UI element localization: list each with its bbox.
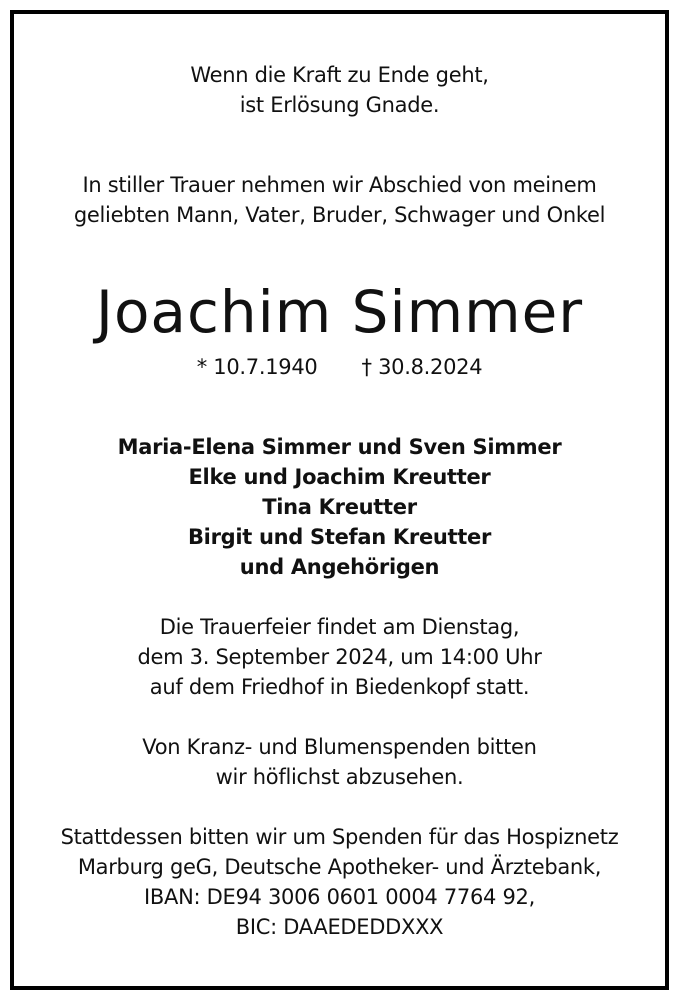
flowers-line: wir höflichst abzusehen. xyxy=(215,765,464,789)
mourner-line: Maria-Elena Simmer und Sven Simmer xyxy=(117,435,562,459)
service-line: auf dem Friedhof in Biedenkopf statt. xyxy=(149,675,530,699)
intro-line: geliebten Mann, Vater, Bruder, Schwager und Onkel xyxy=(73,203,606,227)
mourner-line: Tina Kreutter xyxy=(262,495,417,519)
mourner-line: und Angehörigen xyxy=(239,555,440,579)
motto-quote xyxy=(14,60,665,120)
death-date: † 30.8.2024 xyxy=(361,355,483,379)
flowers-line: Von Kranz- und Blumenspenden bitten xyxy=(142,735,537,759)
donation-line: IBAN: DE94 3006 0601 0004 7764 92, xyxy=(144,885,535,909)
donation-line: BIC: DAAEDEDDXXX xyxy=(235,915,444,939)
motto-line: ist Erlösung Gnade. xyxy=(239,93,440,117)
mourners-list xyxy=(14,432,665,582)
flowers-note xyxy=(14,732,665,792)
life-dates xyxy=(14,352,665,382)
birth-date: * 10.7.1940 xyxy=(196,355,318,379)
intro-line: In stiller Trauer nehmen wir Abschied von meinem xyxy=(82,173,597,197)
intro-text xyxy=(14,170,665,230)
deceased-name: Joachim Simmer xyxy=(95,278,584,346)
mourner-line: Elke und Joachim Kreutter xyxy=(188,465,491,489)
donation-line: Marburg geG, Deutsche Apotheker- und Ärztebank, xyxy=(77,855,602,879)
donation-line: Stattdessen bitten wir um Spenden für das Hospiznetz xyxy=(60,825,619,849)
service-line: dem 3. September 2024, um 14:00 Uhr xyxy=(137,645,542,669)
service-line: Die Trauerfeier findet am Dienstag, xyxy=(159,615,520,639)
obituary-frame xyxy=(10,10,669,990)
mourner-line: Birgit und Stefan Kreutter xyxy=(187,525,492,549)
funeral-service-info xyxy=(14,612,665,702)
motto-line: Wenn die Kraft zu Ende geht, xyxy=(190,63,489,87)
donation-info xyxy=(14,822,665,942)
